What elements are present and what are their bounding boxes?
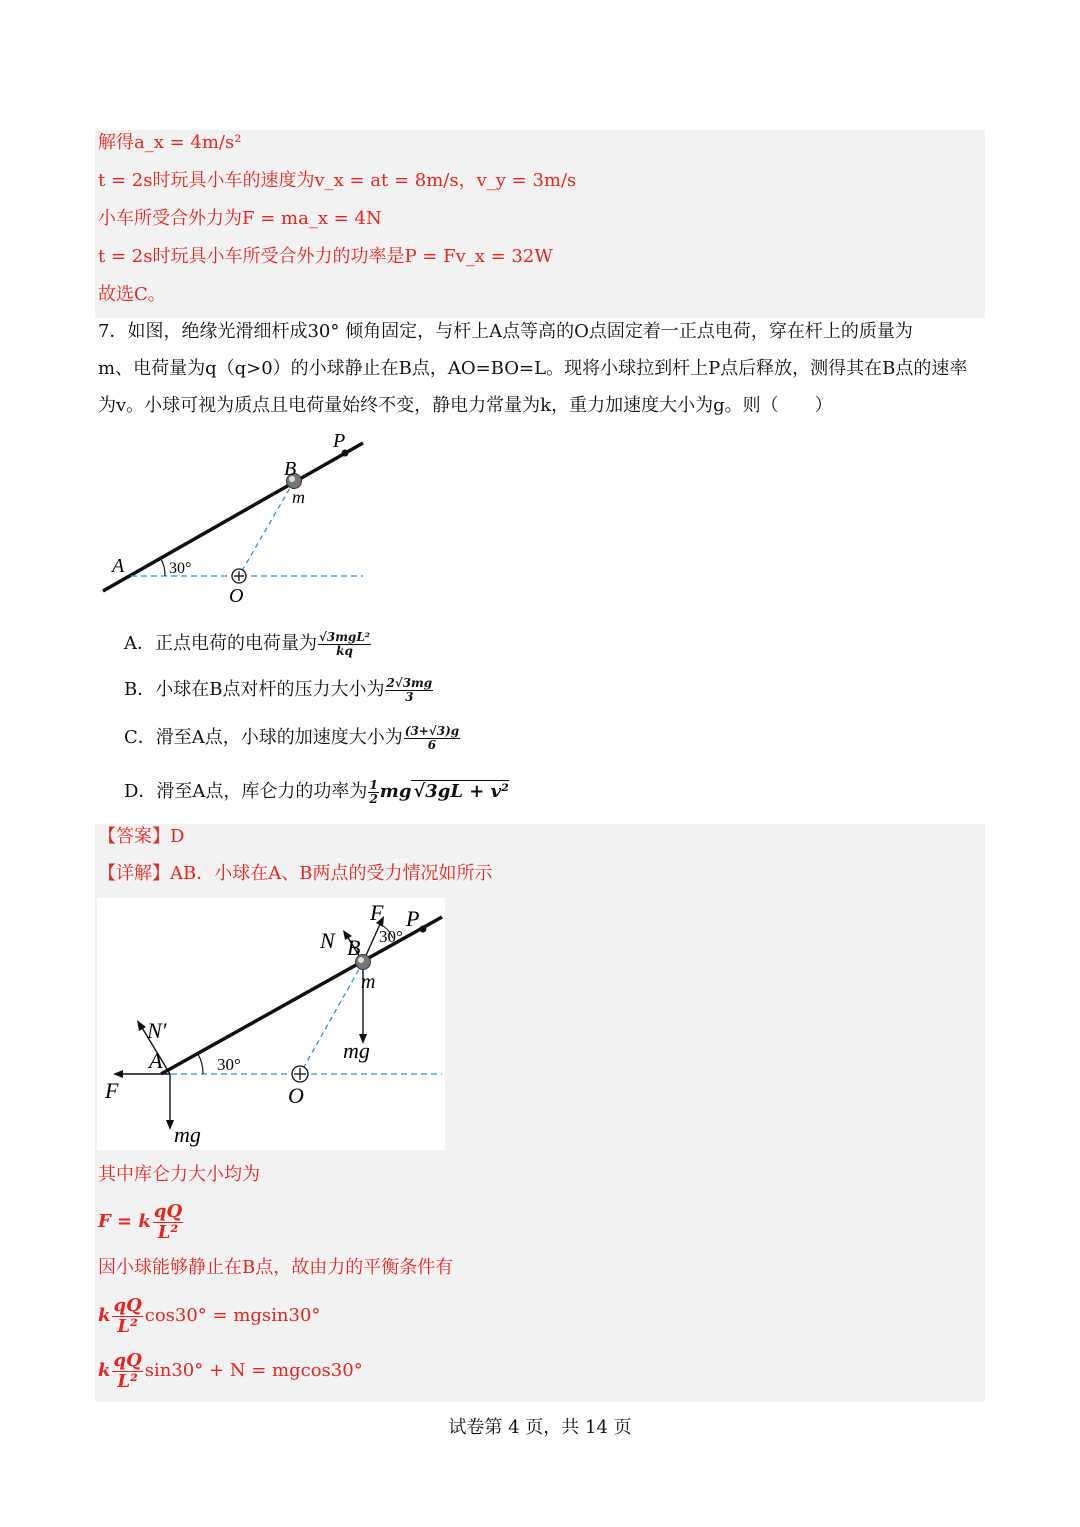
detail-label: 【详解】 (98, 863, 170, 884)
solution-line-4: t = 2s时玩具小车所受合外力的功率是P = Fv_x = 32W (98, 246, 553, 267)
question-line-3: 为v。小球可视为质点且电荷量始终不变，静电力常量为k，重力加速度大小为g。则（ ） (98, 395, 833, 416)
figure-incline-rod (95, 425, 385, 610)
eq2-fraction: $\frac{qQ}{\text{L²}}$ (113, 1294, 142, 1337)
eq3-k: k (98, 1360, 111, 1381)
label-angle-top: 30° (379, 927, 403, 946)
option-d-half: $\frac{1}{2}$ (369, 777, 378, 806)
eq2-rest: cos30° = mgsin30° (144, 1305, 321, 1326)
label-N: N (320, 928, 335, 953)
option-c (124, 718, 461, 758)
label-F-top: F (370, 900, 384, 925)
label-P2: P (406, 906, 420, 931)
answer-line (98, 825, 184, 849)
option-a-text: A．正点电荷的电荷量为 (124, 633, 317, 654)
label-angle-A: 30° (217, 1055, 241, 1074)
question-line-2: m、电荷量为q（q>0）的小球静止在B点，AO=BO=L。现将小球拉到杆上P点后释放，测得其在B点的速率 (98, 358, 968, 379)
eq3-fraction: $\frac{qQ}{\text{L²}}$ (113, 1349, 142, 1392)
coulomb-text: 其中库仑力大小均为 (98, 1164, 260, 1185)
figure-force-diagram (97, 898, 445, 1150)
eq2-k: k (98, 1305, 111, 1326)
solution-line-3: 小车所受合外力为F = ma_x = 4N (98, 208, 382, 229)
answer-label: 【答案】 (98, 826, 170, 847)
option-d-root: √3gL + v² (413, 781, 509, 802)
equation-balance-2 (98, 1347, 363, 1395)
label-m2: m (361, 971, 376, 993)
option-c-text: C．滑至A点，小球的加速度大小为 (124, 727, 403, 748)
label-F-left: F (105, 1078, 119, 1103)
page-footer: 试卷第 4 页，共 14 页 (448, 1417, 632, 1438)
label-O2: O (288, 1083, 304, 1108)
label-angle: 30° (169, 560, 192, 577)
label-A: A (112, 555, 125, 577)
solution-line-1: 解得a_x = 4m/s² (98, 132, 242, 153)
option-c-fraction: $\frac{(3+√3)g}{6}$ (404, 723, 460, 752)
label-B2: B (347, 935, 361, 960)
label-O: O (229, 585, 244, 607)
question-line-1: 7．如图，绝缘光滑细杆成30° 倾角固定，与杆上A点等高的O点固定着一正点电荷，穿在杆上的质量为 (98, 321, 913, 342)
detail-text: AB．小球在A、B两点的受力情况如所示 (170, 863, 493, 884)
option-b (124, 670, 434, 710)
option-a-fraction: $\frac{\text{√3mgL²}}{kq}$ (319, 629, 371, 658)
eq3-rest: sin30° + N = mgcos30° (144, 1360, 363, 1381)
eq1-fraction: $\frac{qQ}{\text{L²}}$ (153, 1200, 183, 1243)
label-N-prime: N′ (147, 1018, 167, 1043)
option-b-text: B．小球在B点对杆的压力大小为 (124, 679, 385, 700)
label-P: P (333, 430, 346, 452)
balance-text: 因小球能够静止在B点，故由力的平衡条件有 (98, 1257, 454, 1278)
label-mg-B: mg (343, 1038, 370, 1063)
option-b-fraction: $\frac{2√3mg}{3}$ (386, 675, 433, 704)
option-d-mg: mg (379, 781, 412, 802)
option-d (124, 770, 509, 814)
label-mg-A: mg (174, 1122, 201, 1147)
equation-coulomb (98, 1198, 185, 1246)
label-A2: A (149, 1048, 163, 1073)
detail-line (98, 862, 492, 886)
option-a (124, 624, 372, 664)
solution-line-5: 故选C。 (98, 284, 166, 305)
eq1-lhs: F = k (98, 1211, 151, 1232)
equation-balance-1 (98, 1292, 320, 1340)
label-m: m (292, 487, 305, 507)
solution-line-2: t = 2s时玩具小车的速度为v_x = at = 8m/s，v_y = 3m/s (98, 170, 577, 191)
answer-value: D (170, 826, 185, 847)
option-d-text: D．滑至A点，库仑力的功率为 (124, 781, 368, 802)
label-B: B (284, 458, 297, 480)
